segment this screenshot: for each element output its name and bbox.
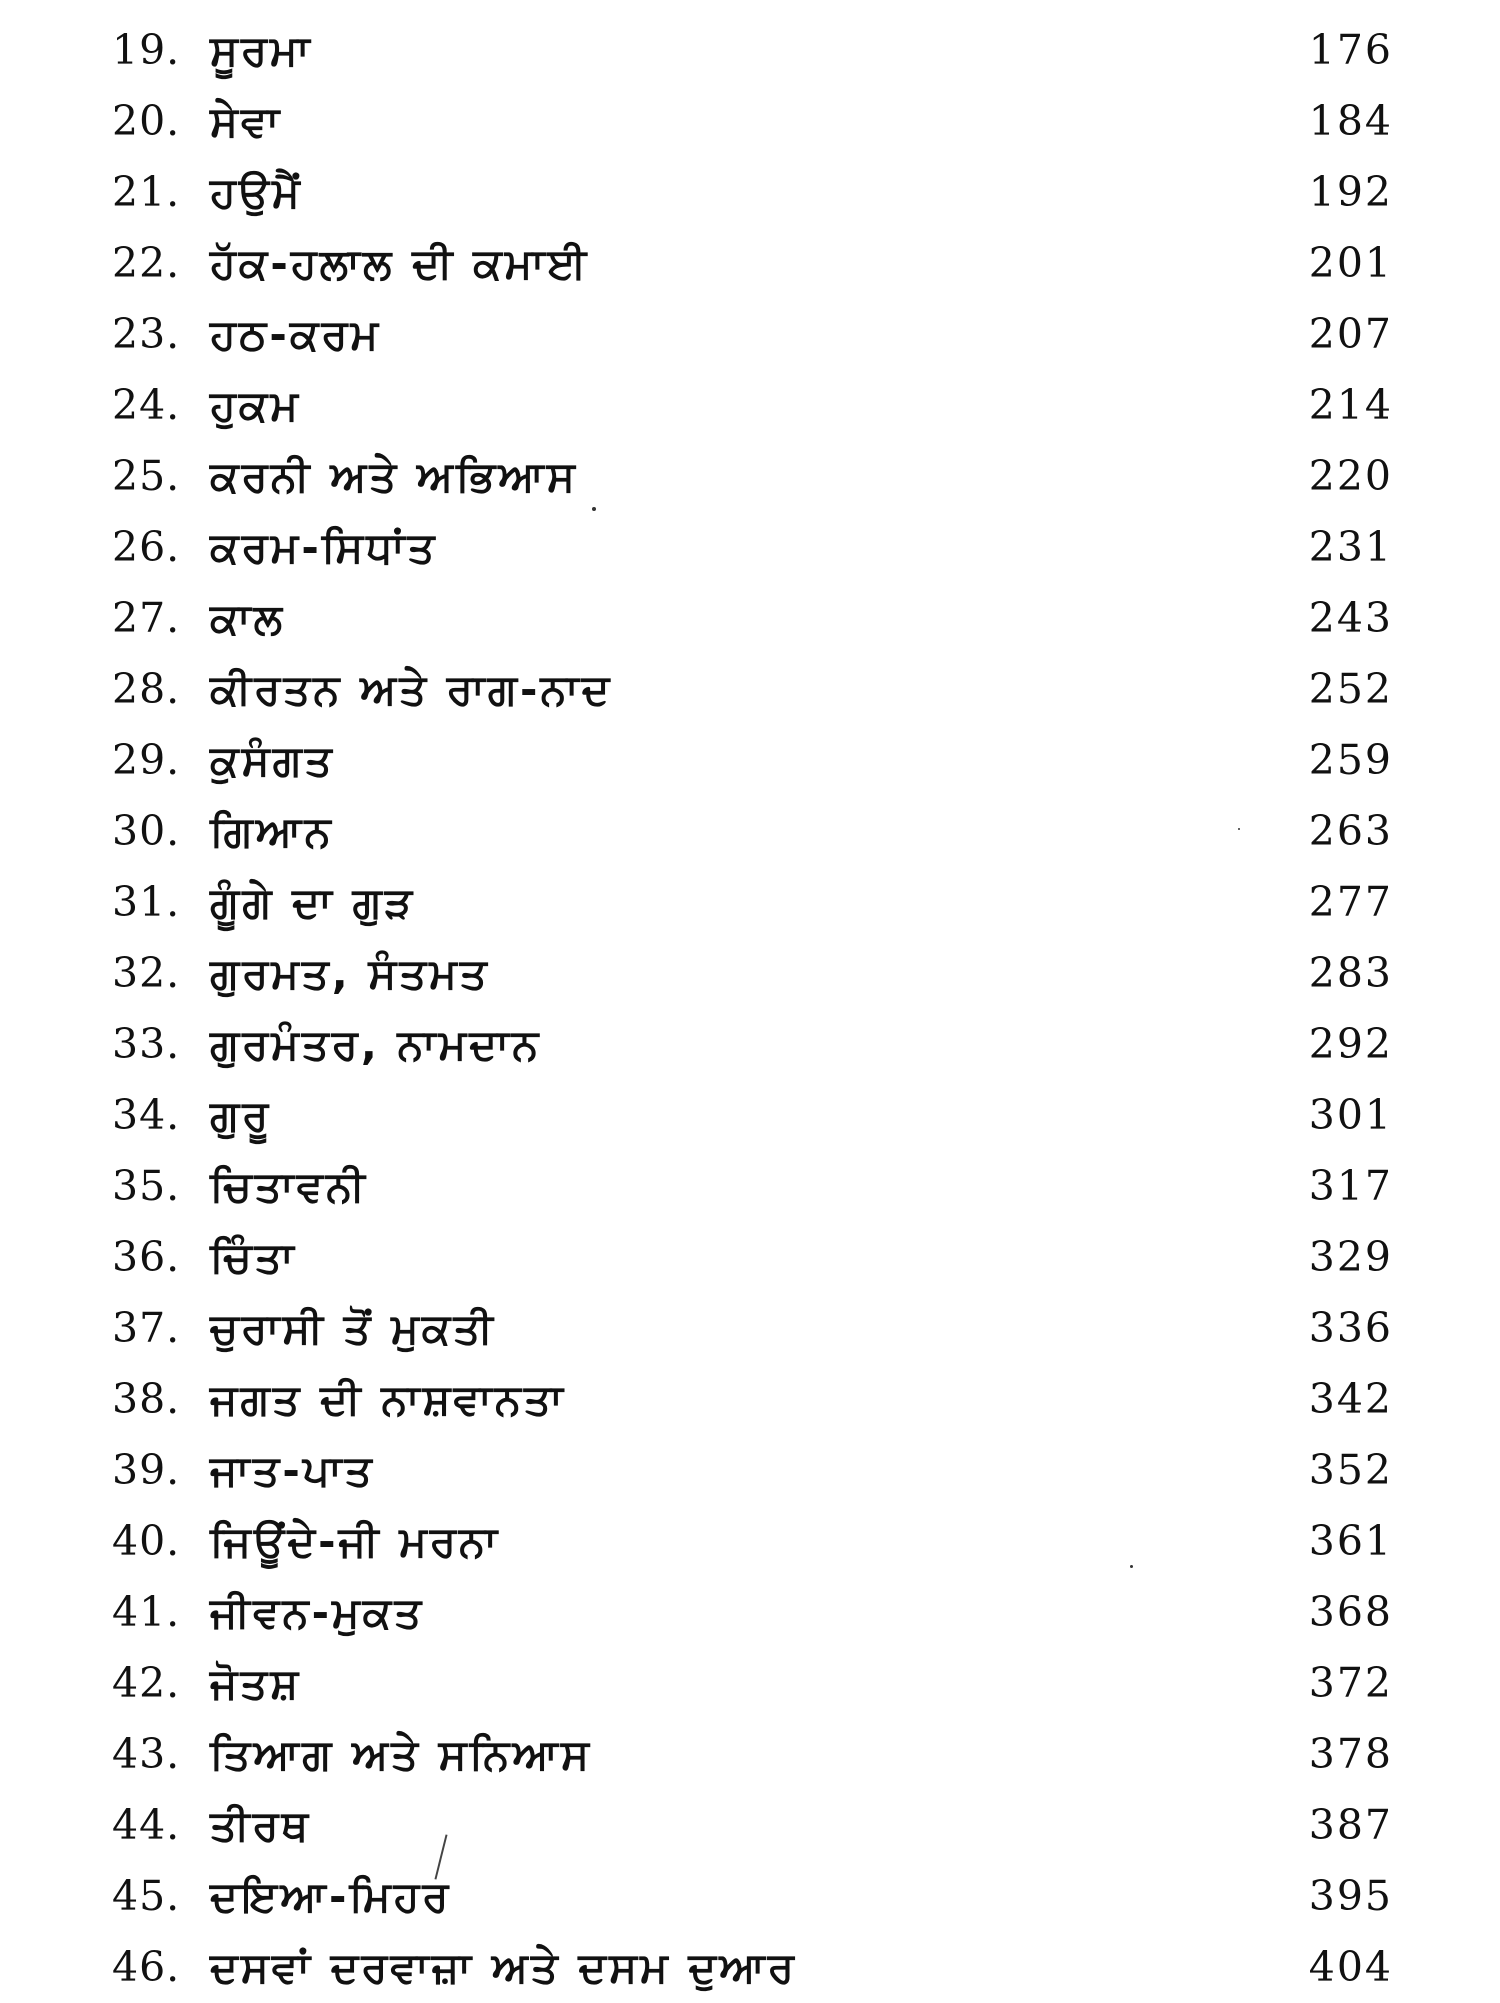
toc-entry [0, 1719, 1500, 1790]
entry-title: ਚਿੰਤਾ [210, 1233, 297, 1282]
entry-number: 31. [112, 878, 181, 926]
entry-title: ਜਗਤ ਦੀ ਨਾਸ਼ਵਾਨਤਾ [210, 1375, 566, 1424]
entry-number: 43. [112, 1730, 181, 1778]
toc-entry [0, 1293, 1500, 1364]
entry-title: ਚਿਤਾਵਨੀ [210, 1162, 368, 1211]
entry-page: 207 [1308, 310, 1393, 358]
entry-page: 336 [1308, 1304, 1393, 1352]
entry-page: 342 [1308, 1375, 1393, 1423]
toc-entry [0, 654, 1500, 725]
toc-entry [0, 441, 1500, 512]
entry-title: ਦਸਵਾਂ ਦਰਵਾਜ਼ਾ ਅਤੇ ਦਸਮ ਦੁਆਰ [210, 1943, 797, 1992]
toc-entry [0, 228, 1500, 299]
entry-title: ਹਠ-ਕਰਮ [210, 310, 382, 359]
entry-number: 40. [112, 1517, 181, 1565]
entry-title: ਦਇਆ-ਮਿਹਰ [210, 1872, 452, 1921]
entry-page: 243 [1308, 594, 1393, 642]
toc-entry [0, 1506, 1500, 1577]
entry-number: 44. [112, 1801, 181, 1849]
toc-entry [0, 1648, 1500, 1719]
entry-page: 231 [1308, 523, 1393, 571]
entry-page: 292 [1308, 1020, 1393, 1068]
entry-number: 27. [112, 594, 181, 642]
entry-number: 34. [112, 1091, 181, 1139]
entry-page: 352 [1308, 1446, 1393, 1494]
entry-page: 277 [1308, 878, 1393, 926]
entry-title: ਗਿਆਨ [210, 807, 334, 856]
entry-title: ਗੁਰਮਤ, ਸੰਤਮਤ [210, 949, 490, 998]
toc-entry [0, 796, 1500, 867]
entry-title: ਤਿਆਗ ਅਤੇ ਸਨਿਆਸ [210, 1730, 592, 1779]
toc-entry [0, 157, 1500, 228]
toc-entry [0, 938, 1500, 1009]
entry-title: ਜਾਤ-ਪਾਤ [210, 1446, 375, 1495]
toc-entry [0, 370, 1500, 441]
entry-number: 20. [112, 97, 181, 145]
entry-title: ਕਰਮ-ਸਿਧਾਂਤ [210, 523, 438, 572]
entry-page: 387 [1308, 1801, 1393, 1849]
toc-entry [0, 86, 1500, 157]
entry-page: 329 [1308, 1233, 1393, 1281]
entry-title: ਕਾਲ [210, 594, 286, 643]
entry-number: 36. [112, 1233, 181, 1281]
toc-entry [0, 15, 1500, 86]
entry-title: ਹਉਮੈਂ [210, 168, 303, 217]
entry-number: 21. [112, 168, 181, 216]
toc-entry [0, 299, 1500, 370]
entry-page: 301 [1308, 1091, 1393, 1139]
entry-page: 395 [1308, 1872, 1393, 1920]
entry-title: ਗੂੰਗੇ ਦਾ ਗੁੜ [210, 878, 416, 927]
toc-entry [0, 1577, 1500, 1648]
entry-number: 24. [112, 381, 181, 429]
entry-title: ਤੀਰਥ [210, 1801, 312, 1850]
entry-page: 372 [1308, 1659, 1393, 1707]
entry-number: 46. [112, 1943, 181, 1991]
scan-speck [1130, 1565, 1133, 1568]
entry-number: 33. [112, 1020, 181, 1068]
scan-speck [592, 507, 596, 511]
toc-entry [0, 583, 1500, 654]
entry-number: 19. [112, 26, 181, 74]
entry-page: 378 [1308, 1730, 1393, 1778]
entry-number: 28. [112, 665, 181, 713]
entry-title: ਗੁਰਮੰਤਰ, ਨਾਮਦਾਨ [210, 1020, 542, 1069]
entry-number: 38. [112, 1375, 181, 1423]
entry-page: 263 [1308, 807, 1393, 855]
entry-page: 252 [1308, 665, 1393, 713]
toc-entry [0, 1151, 1500, 1222]
toc-entry [0, 512, 1500, 583]
entry-number: 41. [112, 1588, 181, 1636]
entry-number: 26. [112, 523, 181, 571]
toc-entry [0, 1080, 1500, 1151]
toc-entry [0, 725, 1500, 796]
entry-page: 192 [1308, 168, 1393, 216]
entry-number: 39. [112, 1446, 181, 1494]
entry-page: 368 [1308, 1588, 1393, 1636]
toc-entry [0, 1932, 1500, 2003]
entry-title: ਹੱਕ-ਹਲਾਲ ਦੀ ਕਮਾਈ [210, 239, 590, 288]
entry-number: 35. [112, 1162, 181, 1210]
scan-speck [1238, 828, 1240, 830]
entry-title: ਜਿਊਂਦੇ-ਜੀ ਮਰਨਾ [210, 1517, 501, 1566]
entry-title: ਕੁਸੰਗਤ [210, 736, 335, 785]
entry-page: 317 [1308, 1162, 1393, 1210]
entry-page: 361 [1308, 1517, 1393, 1565]
entry-number: 25. [112, 452, 181, 500]
entry-number: 32. [112, 949, 181, 997]
entry-page: 201 [1308, 239, 1393, 287]
toc-entry [0, 1364, 1500, 1435]
entry-number: 30. [112, 807, 181, 855]
entry-title: ਚੁਰਾਸੀ ਤੋਂ ਮੁਕਤੀ [210, 1304, 496, 1353]
entry-title: ਹੁਕਮ [210, 381, 302, 430]
entry-page: 283 [1308, 949, 1393, 997]
entry-title: ਗੁਰੂ [210, 1091, 272, 1140]
entry-title: ਸੂਰਮਾ [210, 26, 313, 75]
entry-number: 29. [112, 736, 181, 784]
entry-number: 37. [112, 1304, 181, 1352]
entry-page: 259 [1308, 736, 1393, 784]
toc-entry [0, 1009, 1500, 1080]
entry-number: 42. [112, 1659, 181, 1707]
entry-page: 176 [1308, 26, 1393, 74]
entry-number: 22. [112, 239, 181, 287]
entry-title: ਜੀਵਨ-ਮੁਕਤ [210, 1588, 425, 1637]
entry-page: 184 [1308, 97, 1393, 145]
entry-page: 220 [1308, 452, 1393, 500]
toc-entry [0, 1790, 1500, 1861]
entry-title: ਕੀਰਤਨ ਅਤੇ ਰਾਗ-ਨਾਦ [210, 665, 613, 714]
entry-title: ਸੇਵਾ [210, 97, 283, 146]
entry-page: 404 [1308, 1943, 1393, 1991]
toc-entry [0, 1435, 1500, 1506]
entry-title: ਕਰਨੀ ਅਤੇ ਅਭਿਆਸ [210, 452, 578, 501]
entry-number: 45. [112, 1872, 181, 1920]
toc-entry [0, 1861, 1500, 1932]
toc-entry [0, 1222, 1500, 1293]
entry-page: 214 [1308, 381, 1393, 429]
toc-entry [0, 867, 1500, 938]
entry-number: 23. [112, 310, 181, 358]
entry-title: ਜੋਤਸ਼ [210, 1659, 302, 1708]
